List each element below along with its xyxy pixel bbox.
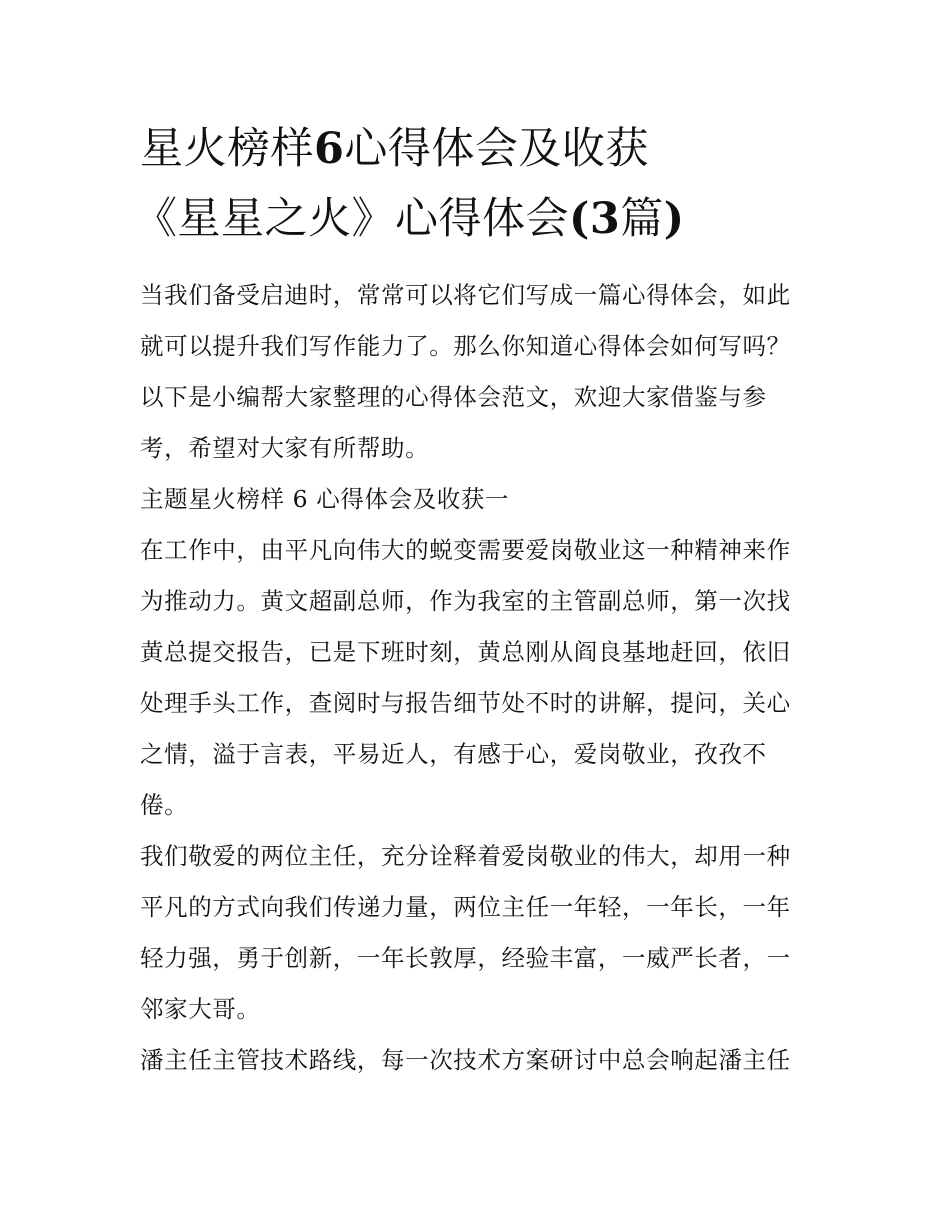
- title-line-1: [140, 114, 820, 184]
- document-body: [134, 114, 820, 1086]
- text-line: 以下是小编帮大家整理的心得体会范文，欢迎大家借鉴与参: [140, 383, 767, 411]
- document-title: [134, 114, 820, 254]
- text-line: 倦。: [140, 791, 189, 819]
- intro-paragraph: [140, 270, 820, 474]
- body-paragraph-1: [140, 525, 820, 831]
- title-paren: ): [663, 194, 685, 244]
- text-line: 当我们备受启迪时，常常可以将它们写成一篇心得体会，如此: [140, 281, 791, 309]
- title-number: (3: [569, 194, 621, 244]
- text-line: 为推动力。黄文超副总师，作为我室的主管副总师，第一次找: [140, 587, 791, 615]
- section-heading: [140, 474, 820, 525]
- text-line: 之情，溢于言表，平易近人，有感于心，爱岗敬业，孜孜不: [140, 740, 767, 768]
- text-line: 就可以提升我们写作能力了。那么你知道心得体会如何写吗？: [140, 332, 791, 360]
- text-line: 主题星火榜样 6 心得体会及收获一: [140, 485, 510, 513]
- text-line: 考，希望对大家有所帮助。: [140, 434, 430, 462]
- text-line: 黄总提交报告，已是下班时刻，黄总刚从阎良基地赶回，依旧: [140, 638, 791, 666]
- text-line: 处理手头工作，查阅时与报告细节处不时的讲解，提问，关心: [140, 689, 791, 717]
- title-text: 星火榜样: [140, 124, 314, 174]
- title-text: 篇: [620, 194, 664, 244]
- text-line: 轻力强，勇于创新，一年长敦厚，经验丰富，一威严长者，一: [140, 944, 791, 972]
- title-text: 《星星之火》心得体会: [134, 194, 569, 244]
- text-line: 我们敬爱的两位主任，充分诠释着爱岗敬业的伟大，却用一种: [140, 842, 791, 870]
- title-line-2: [134, 184, 820, 254]
- text-line: 平凡的方式向我们传递力量，两位主任一年轻，一年长，一年: [140, 893, 791, 921]
- text-line: 在工作中，由平凡向伟大的蜕变需要爱岗敬业这一种精神来作: [140, 536, 791, 564]
- title-number: 6: [314, 124, 345, 174]
- text-line: 潘主任主管技术路线，每一次技术方案研讨中总会响起潘主任: [140, 1046, 791, 1074]
- body-paragraph-2: [140, 831, 820, 1035]
- body-paragraph-3: [140, 1035, 820, 1086]
- text-line: 邻家大哥。: [140, 995, 261, 1023]
- title-text: 心得体会及收获: [344, 124, 649, 174]
